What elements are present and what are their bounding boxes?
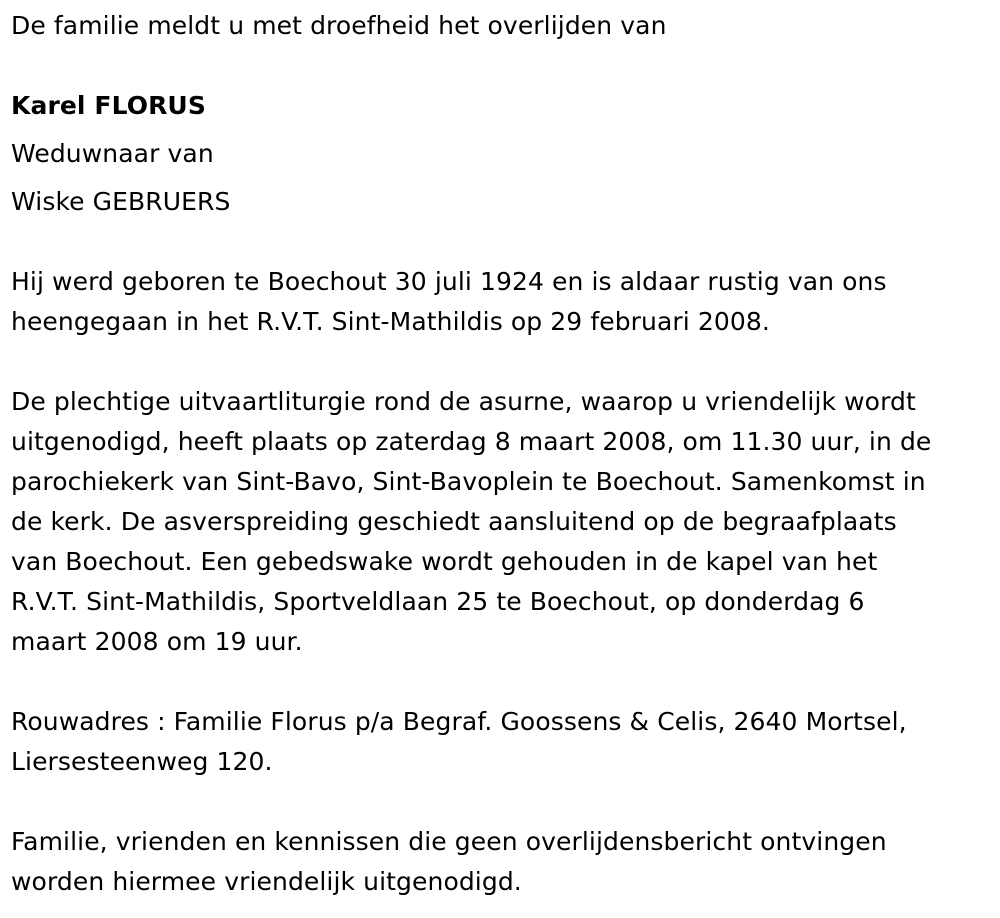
closing-paragraph: [11, 822, 887, 902]
paragraph-line: uitgenodigd, heeft plaats op zaterdag 8 maart 2008, om 11.30 uur, in de: [11, 427, 932, 456]
deceased-name: Karel FLORUS: [11, 91, 206, 120]
paragraph-line: Liersesteenweg 120.: [11, 747, 273, 776]
paragraph-line: worden hiermee vriendelijk uitgenodigd.: [11, 867, 522, 896]
intro-text: De familie meldt u met droefheid het overlijden van: [11, 11, 667, 40]
paragraph-line: Familie, vrienden en kennissen die geen overlijdensbericht ontvingen: [11, 827, 887, 856]
paragraph-line: van Boechout. Een gebedswake wordt gehouden in de kapel van het: [11, 547, 878, 576]
paragraph-line: heengegaan in het R.V.T. Sint-Mathildis op 29 februari 2008.: [11, 307, 770, 336]
spouse-name: Wiske GEBRUERS: [11, 187, 231, 216]
ceremony-paragraph: [11, 382, 931, 662]
paragraph-line: parochiekerk van Sint-Bavo, Sint-Bavoplein te Boechout. Samenkomst in: [11, 467, 926, 496]
paragraph-line: De plechtige uitvaartliturgie rond de asurne, waarop u vriendelijk wordt: [11, 387, 916, 416]
paragraph-line: R.V.T. Sint-Mathildis, Sportveldlaan 25 te Boechout, op donderdag 6: [11, 587, 865, 616]
birth-death-paragraph: [11, 262, 887, 342]
paragraph-line: maart 2008 om 19 uur.: [11, 627, 303, 656]
relation-text: Weduwnaar van: [11, 139, 214, 168]
paragraph-line: Rouwadres : Familie Florus p/a Begraf. Goossens & Celis, 2640 Mortsel,: [11, 707, 907, 736]
paragraph-line: de kerk. De asverspreiding geschiedt aansluitend op de begraafplaats: [11, 507, 897, 536]
address-paragraph: [11, 702, 907, 782]
paragraph-line: Hij werd geboren te Boechout 30 juli 1924 en is aldaar rustig van ons: [11, 267, 887, 296]
